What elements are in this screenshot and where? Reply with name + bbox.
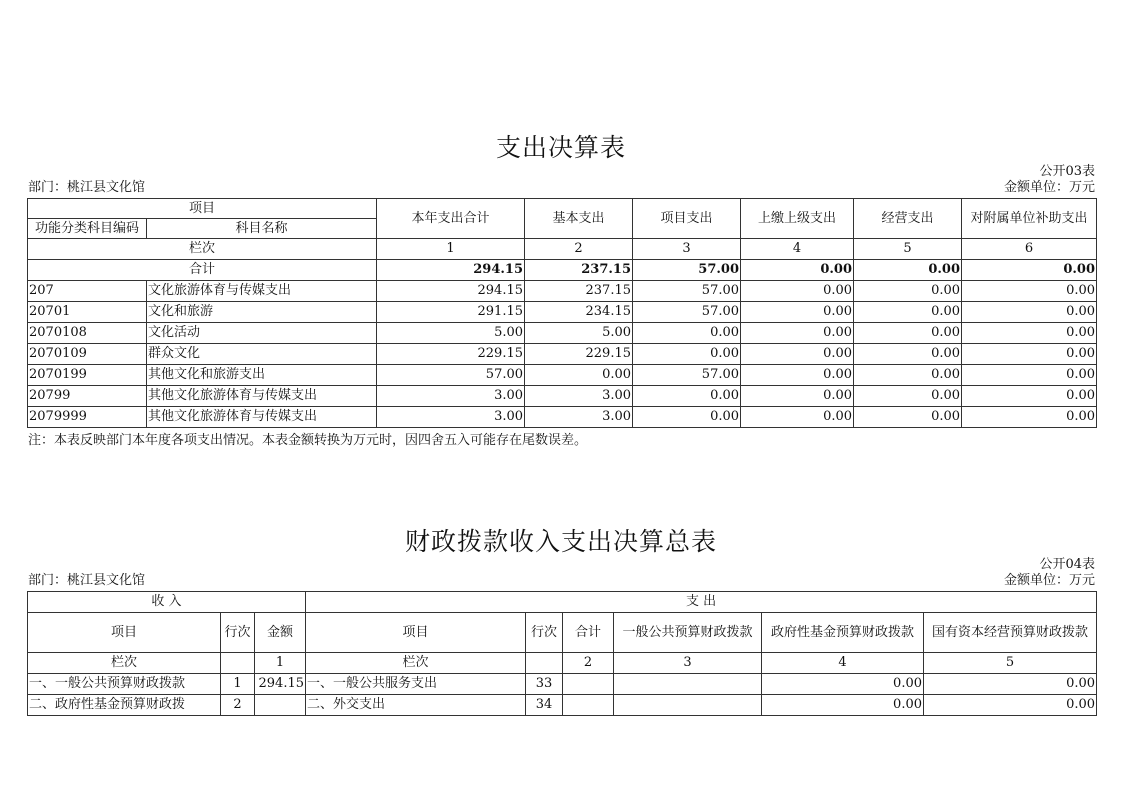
- table1-note: 注：本表反映部门本年度各项支出情况。本表金额转换为万元时，因四舍五入可能存在尾数误差。: [28, 433, 588, 448]
- amount-cell: 0.00: [854, 344, 962, 365]
- amount-cell: 3.00: [525, 386, 633, 407]
- state-capital-amount: 0.00: [924, 674, 1097, 695]
- subject-name: 群众文化: [147, 344, 377, 365]
- subject-name: 其他文化旅游体育与传媒支出: [147, 407, 377, 428]
- table-row: [28, 674, 1097, 695]
- subject-name: 文化旅游体育与传媒支出: [147, 281, 377, 302]
- col-number: 4: [741, 239, 854, 260]
- col-number: 5: [924, 653, 1097, 674]
- sum-cell: 0.00: [854, 260, 962, 281]
- amount-cell: 0.00: [854, 302, 962, 323]
- general-budget-amount: [614, 674, 762, 695]
- amount-cell: 0.00: [741, 344, 854, 365]
- header-expense: 支 出: [306, 592, 1097, 613]
- state-capital-amount: 0.00: [924, 695, 1097, 716]
- amount-cell: 57.00: [633, 365, 741, 386]
- col-number: 1: [255, 653, 306, 674]
- subject-code: 2079999: [28, 407, 147, 428]
- header-total: 合计: [563, 613, 614, 653]
- fund-budget-amount: 0.00: [762, 674, 924, 695]
- header-lanci: 栏次: [28, 653, 221, 674]
- amount-cell: 3.00: [377, 386, 525, 407]
- header-lanci: 栏次: [28, 239, 377, 260]
- fund-budget-amount: 0.00: [762, 695, 924, 716]
- sum-cell: 294.15: [377, 260, 525, 281]
- amount-cell: 57.00: [377, 365, 525, 386]
- amount-cell: 291.15: [377, 302, 525, 323]
- amount-cell: 3.00: [377, 407, 525, 428]
- col-number: 4: [762, 653, 924, 674]
- table-row: [28, 365, 1097, 386]
- header-state: 国有资本经营预算财政拨款: [924, 613, 1097, 653]
- amount-cell: 0.00: [962, 344, 1097, 365]
- subject-code: 2070109: [28, 344, 147, 365]
- income-amount: [255, 695, 306, 716]
- sum-row: [28, 260, 1097, 281]
- amount-cell: 229.15: [377, 344, 525, 365]
- amount-cell: 0.00: [962, 323, 1097, 344]
- table1-unit: 金额单位：万元: [1003, 180, 1095, 195]
- amount-cell: 0.00: [962, 302, 1097, 323]
- sum-cell: 57.00: [633, 260, 741, 281]
- table2-unit: 金额单位：万元: [1003, 573, 1095, 588]
- header-lanci: 栏次: [306, 653, 526, 674]
- expense-row-no: 34: [526, 695, 563, 716]
- income-item-name: 一、一般公共预算财政拨款: [28, 674, 221, 695]
- expense-total: [563, 674, 614, 695]
- amount-cell: 0.00: [633, 386, 741, 407]
- table-row: [28, 323, 1097, 344]
- header-name: 科目名称: [147, 219, 377, 239]
- general-budget-amount: [614, 695, 762, 716]
- amount-cell: 0.00: [962, 407, 1097, 428]
- subject-name: 文化活动: [147, 323, 377, 344]
- expense-item-name: 二、外交支出: [306, 695, 526, 716]
- table2-title: 财政拨款收入支出决算总表: [404, 527, 717, 556]
- amount-cell: 294.15: [377, 281, 525, 302]
- income-amount: 294.15: [255, 674, 306, 695]
- header-item: 项目支出: [633, 199, 741, 239]
- table1-code: 公开03表: [1039, 164, 1095, 179]
- expense-item-name: 一、一般公共服务支出: [306, 674, 526, 695]
- expense-table: [27, 198, 1097, 428]
- sum-cell: 237.15: [525, 260, 633, 281]
- empty-cell: [526, 653, 563, 674]
- amount-cell: 5.00: [525, 323, 633, 344]
- sum-cell: 0.00: [741, 260, 854, 281]
- sum-cell: 0.00: [962, 260, 1097, 281]
- subject-name: 文化和旅游: [147, 302, 377, 323]
- amount-cell: 0.00: [854, 281, 962, 302]
- amount-cell: 0.00: [962, 365, 1097, 386]
- amount-cell: 57.00: [633, 281, 741, 302]
- header-project: 项目: [306, 613, 526, 653]
- amount-cell: 0.00: [962, 281, 1097, 302]
- subject-name: 其他文化和旅游支出: [147, 365, 377, 386]
- sum-label: 合计: [28, 260, 377, 281]
- amount-cell: 0.00: [741, 281, 854, 302]
- amount-cell: 0.00: [741, 302, 854, 323]
- expense-row-no: 33: [526, 674, 563, 695]
- amount-cell: 237.15: [525, 281, 633, 302]
- fiscal-summary-table: [27, 591, 1097, 716]
- expense-total: [563, 695, 614, 716]
- subject-code: 20799: [28, 386, 147, 407]
- header-total: 本年支出合计: [377, 199, 525, 239]
- table1-title: 支出决算表: [495, 133, 626, 162]
- amount-cell: 0.00: [854, 386, 962, 407]
- amount-cell: 234.15: [525, 302, 633, 323]
- header-upper: 上缴上级支出: [741, 199, 854, 239]
- col-number: 2: [525, 239, 633, 260]
- table-row: [28, 407, 1097, 428]
- table-row: [28, 281, 1097, 302]
- col-number: 3: [633, 239, 741, 260]
- header-income: 收 入: [28, 592, 306, 613]
- col-number: 1: [377, 239, 525, 260]
- col-number: 6: [962, 239, 1097, 260]
- header-business: 经营支出: [854, 199, 962, 239]
- amount-cell: 3.00: [525, 407, 633, 428]
- table-row: [28, 695, 1097, 716]
- amount-cell: 0.00: [741, 365, 854, 386]
- col-number: 2: [563, 653, 614, 674]
- amount-cell: 0.00: [854, 365, 962, 386]
- amount-cell: 0.00: [741, 407, 854, 428]
- amount-cell: 5.00: [377, 323, 525, 344]
- header-amount: 金额: [255, 613, 306, 653]
- amount-cell: 57.00: [633, 302, 741, 323]
- col-number: 5: [854, 239, 962, 260]
- header-code: 功能分类科目编码: [28, 219, 147, 239]
- amount-cell: 0.00: [633, 344, 741, 365]
- subject-code: 2070199: [28, 365, 147, 386]
- subject-code: 20701: [28, 302, 147, 323]
- amount-cell: 0.00: [854, 323, 962, 344]
- amount-cell: 0.00: [962, 386, 1097, 407]
- amount-cell: 0.00: [854, 407, 962, 428]
- table-row: [28, 386, 1097, 407]
- amount-cell: 0.00: [741, 323, 854, 344]
- income-item-name: 二、政府性基金预算财政拨: [28, 695, 221, 716]
- header-basic: 基本支出: [525, 199, 633, 239]
- header-row-no: 行次: [221, 613, 255, 653]
- table-row: [28, 344, 1097, 365]
- header-project: 项目: [28, 199, 377, 219]
- subject-code: 2070108: [28, 323, 147, 344]
- header-row-no: 行次: [526, 613, 563, 653]
- table-row: [28, 302, 1097, 323]
- amount-cell: 0.00: [741, 386, 854, 407]
- header-general: 一般公共预算财政拨款: [614, 613, 762, 653]
- amount-cell: 0.00: [633, 323, 741, 344]
- empty-cell: [221, 653, 255, 674]
- table2-code: 公开04表: [1039, 557, 1095, 572]
- subject-name: 其他文化旅游体育与传媒支出: [147, 386, 377, 407]
- amount-cell: 0.00: [525, 365, 633, 386]
- table2-dept: 部门：桃江县文化馆: [28, 573, 146, 588]
- amount-cell: 229.15: [525, 344, 633, 365]
- amount-cell: 0.00: [633, 407, 741, 428]
- header-project: 项目: [28, 613, 221, 653]
- col-number: 3: [614, 653, 762, 674]
- income-row-no: 1: [221, 674, 255, 695]
- header-fund: 政府性基金预算财政拨款: [762, 613, 924, 653]
- income-row-no: 2: [221, 695, 255, 716]
- table1-dept: 部门：桃江县文化馆: [28, 180, 146, 195]
- header-subsidy: 对附属单位补助支出: [962, 199, 1097, 239]
- subject-code: 207: [28, 281, 147, 302]
